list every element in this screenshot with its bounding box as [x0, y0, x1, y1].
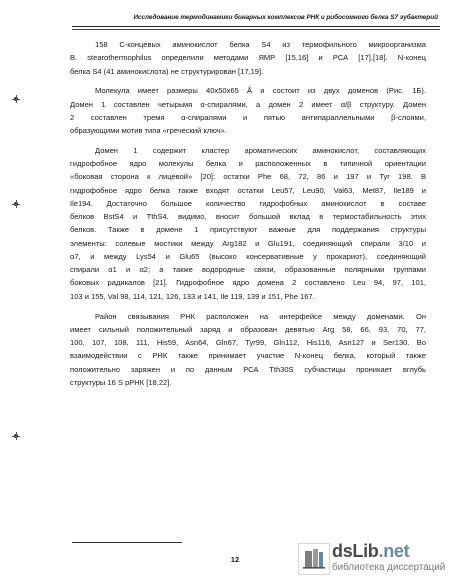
- watermark-brand-main: dsLib: [332, 541, 379, 561]
- text-line: α7, и между Lys54 и Glu65 (высоко консервативные у прокариот), соединяющий: [70, 251, 426, 261]
- book-logo-icon: [298, 543, 330, 575]
- running-header: Исследование термодинамики бинарных комплексов РНК и рибосомного белка S7 эубактерий: [133, 14, 438, 21]
- text-line: гидрофобное ядро молекулы белка и расположенных в типичной ориентации: [70, 159, 426, 169]
- text-line: спирали α1 и α2; а также водородные связи, образованные полярными группами: [70, 265, 426, 275]
- text-line: 2 составлен тремя α-спиралями и пятью антипараллельными β-слоями,: [70, 112, 426, 122]
- text-line: Домен 1 содержит кластер ароматических аминокислот, составляющих: [95, 145, 426, 155]
- text-line: белков. Также в домене 1 присутствуют важные для поддержания структуры: [70, 225, 426, 235]
- text-line: белка S4 (41 аминокислота) не структурирован [17,19].: [70, 66, 264, 76]
- text-line: Район связывания РНК расположен на интерфейсе между доменами. Он: [95, 311, 426, 321]
- watermark-brand-tld: .net: [378, 541, 410, 561]
- punch-hole-mark-icon: [12, 200, 20, 208]
- watermark-brand: [332, 541, 409, 562]
- text-line: положительно заряжен и по данным РСА Tth30S субчастицы проникает вглубь: [70, 364, 426, 374]
- watermark-subtitle: библиотека диссертаций: [332, 562, 446, 573]
- footer-rule: [72, 542, 182, 543]
- text-line: образующими мотив типа «греческий ключ».: [70, 126, 227, 136]
- punch-hole-mark-icon: [12, 95, 20, 103]
- text-line: 100, 107, 108, 111, His59, Asn64, Gln67, Tyr99, Gln112, His116, Asn127 и Ser130. Во: [70, 338, 426, 348]
- body-text: [70, 38, 426, 389]
- text-line: гидрофобное ядро белка также входят остатки Leu57, Leu90, Val63, Met87, Ile189 и: [70, 185, 426, 195]
- watermark: [296, 540, 446, 578]
- text-line: «боковая сторона к лицевой» [20]: остатки Phe 68, 72, 86 и 197 и Tyr 198. В: [70, 172, 426, 182]
- text-line: Домен 1 составлен четырьмя α-спиралями, а домен 2 имеет α/β структуру. Домен: [70, 99, 426, 109]
- text-line: Ile194. Достаточно большое количество гидрофобных аминокислот в составе: [70, 198, 426, 208]
- text-line: B. stearothermophilus определили методами ЯМР [15,16] и РСА [17],[18]. N-конец: [70, 53, 426, 63]
- header-rule: [72, 26, 440, 30]
- text-line: боковых радикалов [21]. Гидрофобное ядро домена 2 составлено Leu 94, 97, 101,: [70, 278, 426, 288]
- page-number: 12: [230, 555, 240, 564]
- text-line: взаимодействии с РНК также принимает участие N-конец белка, который также: [70, 351, 426, 361]
- text-line: Молекула имеет размеры 40x50x65 Å и состоит из двух доменов (Рис. 1Б).: [95, 86, 426, 96]
- text-line: элементы: солевые мостики между Arg182 и Glu191, соединяющий спирали 3/10 и: [70, 238, 426, 248]
- text-line: 158 С-концевых аминокислот белка S4 из термофильного микроорганизма: [95, 40, 426, 49]
- text-line: структуры 16 S рРНК [18,22].: [70, 377, 172, 387]
- text-line: 103 и 155, Val 98, 114, 121, 126, 133 и 141, Ile 119, 139 и 151, Phe 167.: [70, 291, 315, 301]
- punch-hole-mark-icon: [12, 432, 20, 440]
- text-line: имеет сильный положительный заряд и образован девятью Arg 58, 66, 93, 70, 77,: [70, 324, 426, 334]
- text-line: белков BstS4 и TthS4, видимо, вносит большой вклад в термостабильность этих: [70, 212, 426, 222]
